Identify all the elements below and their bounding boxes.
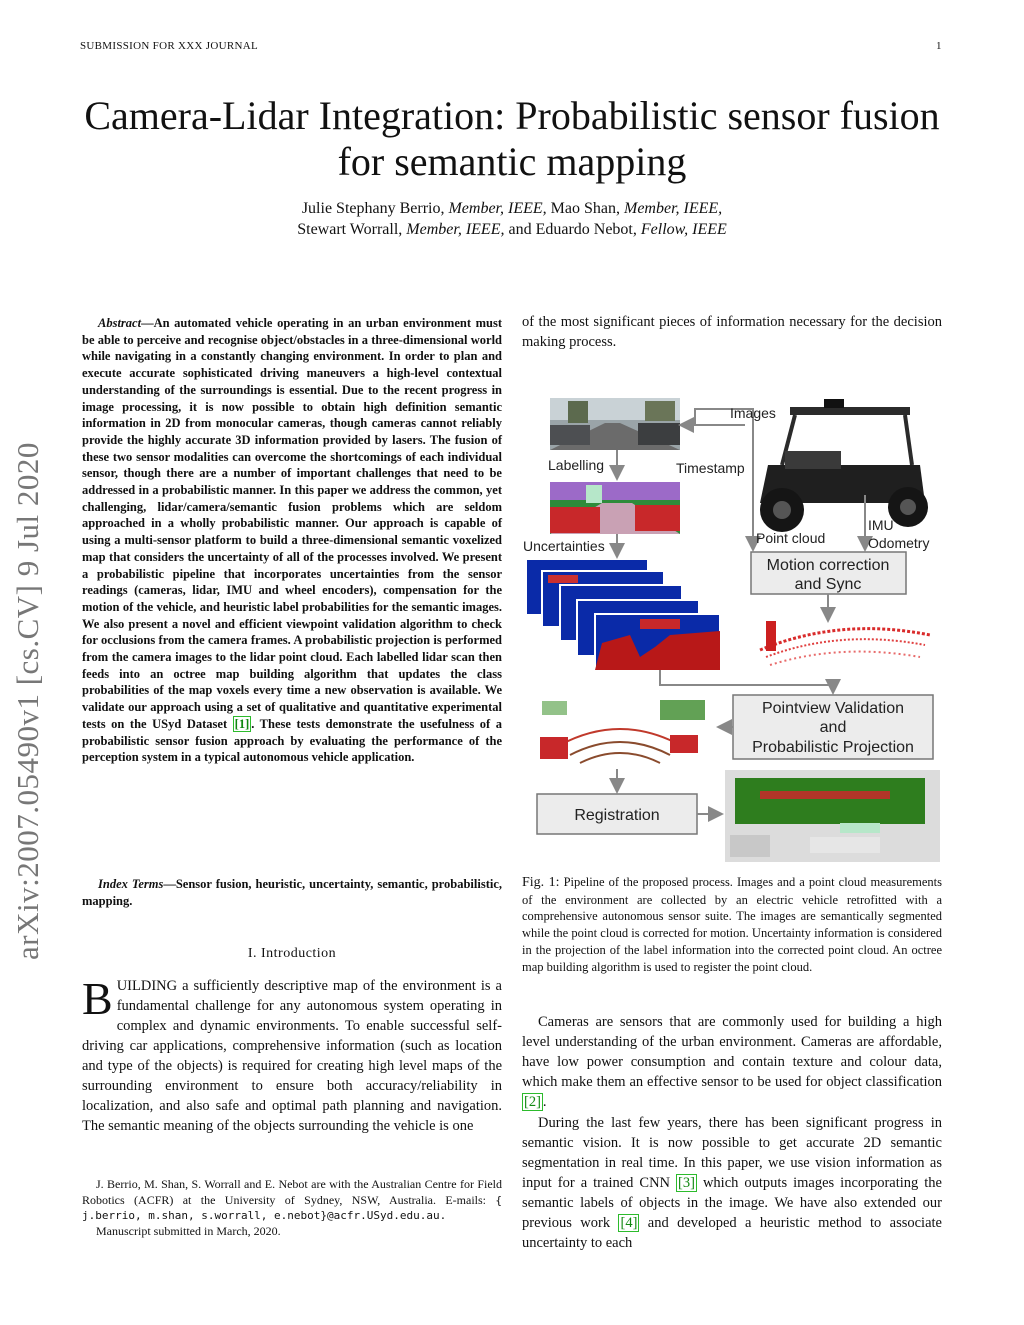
imu-label: IMU [868, 517, 894, 533]
svg-text:Pointview Validation: Pointview Validation [761, 700, 905, 717]
uncertainties-label: Uncertainties [523, 538, 605, 554]
email-list: { j.berrio, m.shan, s.worrall, e.nebot}@acfr.USyd.edu.au. [82, 1193, 502, 1222]
svg-text:Probabilistic Projection: Probabilistic Projection [752, 739, 914, 756]
citation-link[interactable]: [1] [234, 716, 250, 731]
pointview-validation-box [733, 695, 933, 759]
semantic-image [550, 482, 680, 534]
uncertainty-images [526, 559, 720, 670]
citation-link[interactable]: [3] [678, 1175, 695, 1191]
intro-continuation: of the most significant pieces of information necessary for the decision making process. [522, 314, 942, 350]
svg-text:Motion correction: Motion correction [766, 557, 890, 574]
corrected-point-cloud [760, 621, 930, 665]
pipeline-figure [520, 395, 945, 865]
paragraph-semantic-vision: During the last few years, there has been significant progress in semantic vision. It is now possible to get accurate 2D semantic segmentation in real time. In this paper, we use vision information as input for a trained CNN [3] which outputs images incorporating the semantic labels of objects in the image. We have also extended our previous work [4] and developed a heuristic method to associate uncertainty to each [522, 1115, 942, 1251]
paper-title: Camera-Lidar Integration: Probabilistic sensor fusion for semantic mapping [84, 93, 940, 184]
timestamp-label: Timestamp [676, 460, 745, 476]
running-header: SUBMISSION FOR XXX JOURNAL [80, 40, 259, 52]
manuscript-note: Manuscript submitted in March, 2020. [96, 1223, 281, 1238]
labelled-scan [537, 697, 717, 769]
svg-text:and: and [819, 719, 847, 736]
svg-text:Registration: Registration [574, 807, 660, 824]
odometry-label: Odometry [868, 535, 930, 551]
author-line-1: Julie Stephany Berrio, Member, IEEE, Mao Shan, Member, IEEE, [301, 200, 723, 217]
images-label: Images [730, 405, 776, 421]
page-number: 1 [936, 40, 942, 52]
registration-box [537, 794, 697, 834]
drop-cap: B [82, 973, 113, 1024]
section-heading: I. Introduction [247, 946, 337, 961]
svg-text:and Sync: and Sync [794, 576, 862, 593]
citation-link[interactable]: [2] [524, 1094, 541, 1110]
figure-caption: Fig. 1: Pipeline of the proposed process. Images and a point cloud measurements of the environment are collected by an electric vehicle retrofitted with a comprehensive autonomous sensor suite. The images are semantically segmented while the point cloud is corrected for motion. Uncertainty information is considered in the projection of the label information into the corrected point cloud. An octree map building algorithm is used to register the point cloud. [522, 875, 942, 974]
point-cloud-label: Point cloud [756, 530, 826, 546]
paragraph-cameras: Cameras are sensors that are commonly used for building a high level understanding of the urban environment. Cameras are affordable, have low power consumption and contain texture and colour data, which make them an effective sensor to be used for object classification [2] . [522, 1014, 942, 1110]
arxiv-stamp: arXiv:2007.05490v1 [cs.CV] 9 Jul 2020 [10, 442, 45, 960]
author-line-2: Stewart Worrall, Member, IEEE, and Eduardo Nebot, Fellow, IEEE [297, 221, 727, 238]
citation-link[interactable]: [4] [620, 1215, 638, 1231]
octree-map [725, 770, 940, 862]
index-terms: Index Terms—Sensor fusion, heuristic, uncertainty, semantic, probabilistic, mapping. [82, 877, 502, 908]
author-footnote: J. Berrio, M. Shan, S. Worrall and E. Nebot are with the Australian Centre for Field Robotics (ACFR) at the University of Sydney, NSW, Australia. E-mails: { j.berrio, m.shan, s.worrall, e.nebot}@acfr.USyd.edu.au. Manuscript submitted in March, 2020. [82, 1177, 502, 1238]
labelling-label: Labelling [548, 457, 605, 473]
intro-paragraph: BUILDING a sufficiently descriptive map of the environment is a fundamental challenge for any autonomous system operating in complex and dynamic environments. To enable successful self-driving car applications, comprehensive information (such as location and type of the objects) is required for creating high level maps of the surrounding environment to ensure both accuracy/reliability in localization, and also safe and optimal path planning and navigation. The semantic meaning of the objects surrounding the vehicle is one [82, 973, 502, 1134]
abstract: Abstract—An automated vehicle operating in an urban environment must be able to perceive and recognise object/obstacles in a three-dimensional world while navigating in a constantly changing environment. In order to plan and execute accurate sophisticated driving maneuvers a high-level contextual understanding of the surroundings is essential. Due to the recent progress in image processing, it is now possible to obtain high definition semantic information in 2D from monocular cameras, though cameras cannot reliably provide the highly accurate 3D information provided by lasers. The fusion of these two sensor modalities can overcome the shortcomings of each individual sensor, though there are a number of important challenges that need to be addressed in a probabilistic manner. In this paper we address the common, yet challenging, lidar/camera/semantic fusion problems which are seldom approached in a wholly probabilistic manner. Our approach is capable of using a multi-sensor platform to build a three-dimensional semantic voxelized map that considers the uncertainty of all of the processes involved. We present a probabilistic pipeline that incorporates uncertainties from the sensor readings (cameras, lidar, IMU and wheel encoders), compensation for the motion of the vehicle, and heuristic label probabilities for the semantic images. We also present a novel and efficient viewpoint validation algorithm to check for occlusions from the camera frames. A probabilistic projection is performed from the camera images to the lidar point cloud. Each labelled lidar scan then feeds into an octree map building algorithm that updates the class probabilities of the map voxels every time a new observation is available. We validate our approach using a set of qualitative and quantitative experimental tests on the USyd Dataset [1] . These tests demonstrate the usefulness of a probabilistic sensor fusion approach by evaluating the performance of the perception system in a typical autonomous vehicle application. [82, 316, 502, 765]
vehicle-image [760, 399, 928, 532]
motion-correction-box [751, 552, 906, 594]
camera-image [550, 398, 680, 450]
